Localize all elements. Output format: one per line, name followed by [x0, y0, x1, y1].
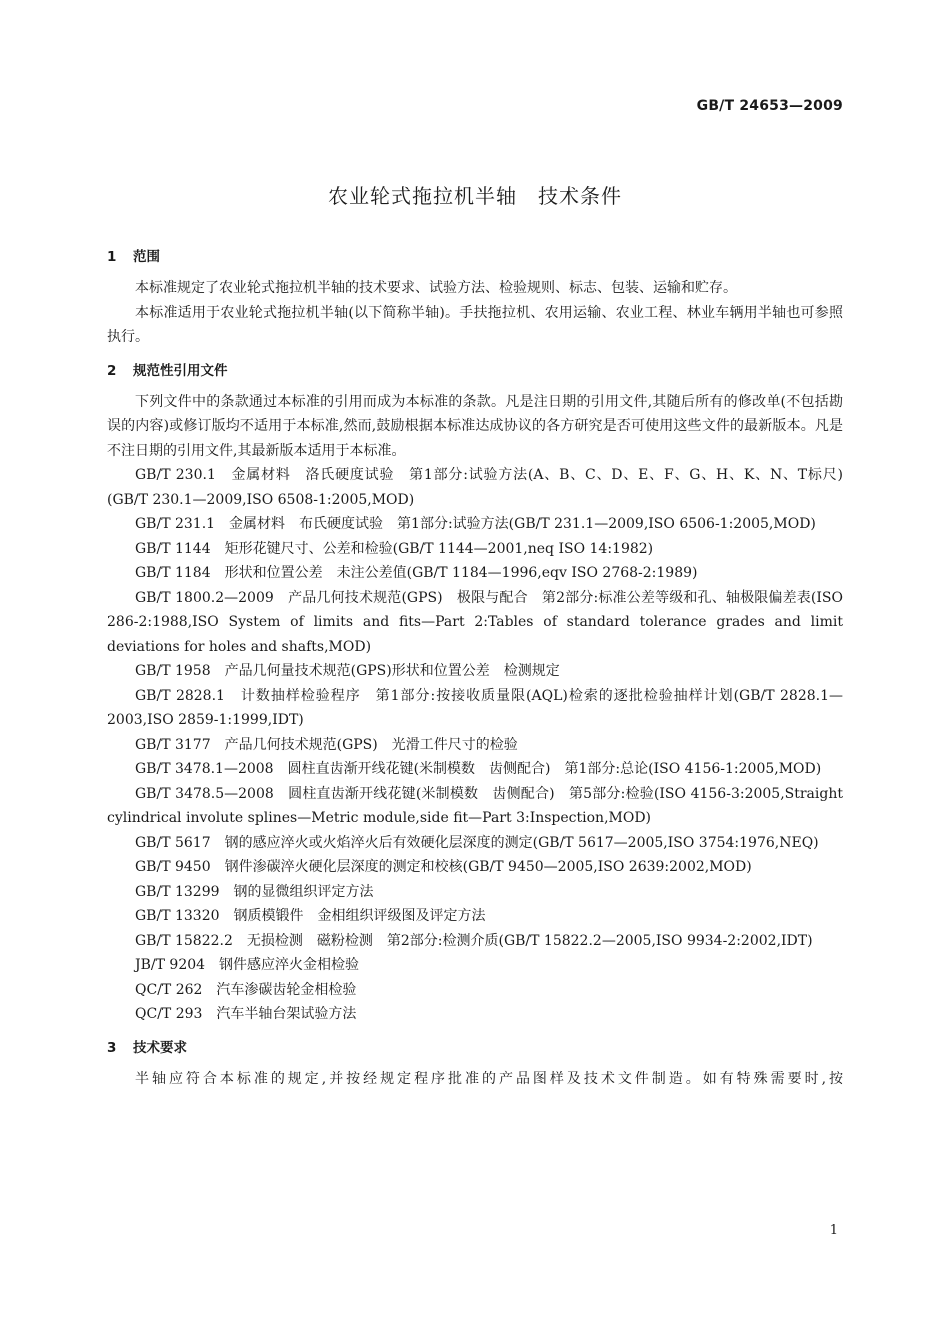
- paragraph: 本标准适用于农业轮式拖拉机半轴(以下简称半轴)。手扶拖拉机、农用运输、农业工程、林业车辆用半轴也可参照执行。: [107, 304, 843, 345]
- reference-item: GB/T 230.1 金属材料 洛氏硬度试验 第1部分:试验方法(A、B、C、D、E、F、G、H、K、N、T标尺)(GB/T 230.1—2009,ISO 6508-1:2005,MOD): [107, 467, 843, 508]
- reference-item: GB/T 15822.2 无损检测 磁粉检测 第2部分:检测介质(GB/T 15822.2—2005,ISO 9934-2:2002,IDT): [135, 932, 813, 949]
- section-3-heading: [107, 1036, 843, 1060]
- section-title: 规范性引用文件: [133, 362, 228, 379]
- section-1-heading: [107, 245, 843, 269]
- section-number: 1: [107, 249, 117, 265]
- reference-item: GB/T 13320 钢质模锻件 金相组织评级图及评定方法: [135, 908, 486, 924]
- section-title: 范围: [133, 249, 160, 265]
- reference-item: GB/T 231.1 金属材料 布氏硬度试验 第1部分:试验方法(GB/T 231.1—2009,ISO 6506-1:2005,MOD): [135, 516, 816, 532]
- reference-item: GB/T 3177 产品几何技术规范(GPS) 光滑工件尺寸的检验: [135, 736, 518, 753]
- document-title: 农业轮式拖拉机半轴 技术条件: [328, 184, 622, 208]
- reference-item: GB/T 1184 形状和位置公差 未注公差值(GB/T 1184—1996,eqv ISO 2768-2:1989): [135, 565, 698, 581]
- reference-item: GB/T 1800.2—2009 产品几何技术规范(GPS) 极限与配合 第2部分:标准公差等级和孔、轴极限偏差表(ISO 286-2:1988,ISO System of limits and fits—Part 2:Tables of standard tolerance grades and limit deviations for holes and shafts,MOD): [107, 589, 843, 655]
- section-2-heading: [107, 359, 843, 383]
- reference-item: GB/T 3478.1—2008 圆柱直齿渐开线花键(米制模数 齿侧配合) 第1部分:总论(ISO 4156-1:2005,MOD): [135, 761, 822, 777]
- reference-item: GB/T 9450 钢件渗碳淬火硬化层深度的测定和校核(GB/T 9450—2005,ISO 2639:2002,MOD): [135, 859, 752, 875]
- paragraph: 半轴应符合本标准的规定,并按经规定程序批准的产品图样及技术文件制造。如有特殊需要时,按: [135, 1070, 843, 1087]
- reference-item: GB/T 3478.5—2008 圆柱直齿渐开线花键(米制模数 齿侧配合) 第5部分:检验(ISO 4156-3:2005,Straight cylindrical involute splines—Metric module,side fit—Part 3:Inspection,MOD): [107, 785, 843, 826]
- section-number: 2: [107, 362, 117, 379]
- section-title: 技术要求: [133, 1039, 187, 1056]
- reference-item: GB/T 1958 产品几何量技术规范(GPS)形状和位置公差 检测规定: [135, 663, 560, 679]
- reference-item: GB/T 1144 矩形花键尺寸、公差和检验(GB/T 1144—2001,neq ISO 14:1982): [135, 540, 654, 557]
- section-number: 3: [107, 1039, 117, 1056]
- reference-list: [107, 463, 843, 1027]
- reference-item: GB/T 2828.1 计数抽样检验程序 第1部分:按接收质量限(AQL)检索的逐批检验抽样计划(GB/T 2828.1—2003,ISO 2859-1:1999,IDT): [107, 687, 843, 728]
- reference-item: QC/T 293 汽车半轴台架试验方法: [135, 1006, 357, 1022]
- document-body: [107, 245, 843, 1091]
- page-number: 1: [829, 1223, 838, 1238]
- standard-code: GB/T 24653—2009: [696, 98, 843, 114]
- paragraph: 本标准规定了农业轮式拖拉机半轴的技术要求、试验方法、检验规则、标志、包装、运输和贮存。: [135, 280, 737, 296]
- paragraph: 下列文件中的条款通过本标准的引用而成为本标准的条款。凡是注日期的引用文件,其随后所有的修改单(不包括勘误的内容)或修订版均不适用于本标准,然而,鼓励根据本标准达成协议的各方研究是否可使用这些文件的最新版本。凡是不注日期的引用文件,其最新版本适用于本标准。: [107, 393, 843, 459]
- reference-item: JB/T 9204 钢件感应淬火金相检验: [135, 957, 360, 973]
- reference-item: GB/T 13299 钢的显微组织评定方法: [135, 883, 374, 900]
- reference-item: QC/T 262 汽车渗碳齿轮金相检验: [135, 981, 357, 998]
- reference-item: GB/T 5617 钢的感应淬火或火焰淬火后有效硬化层深度的测定(GB/T 5617—2005,ISO 3754:1976,NEQ): [135, 834, 819, 851]
